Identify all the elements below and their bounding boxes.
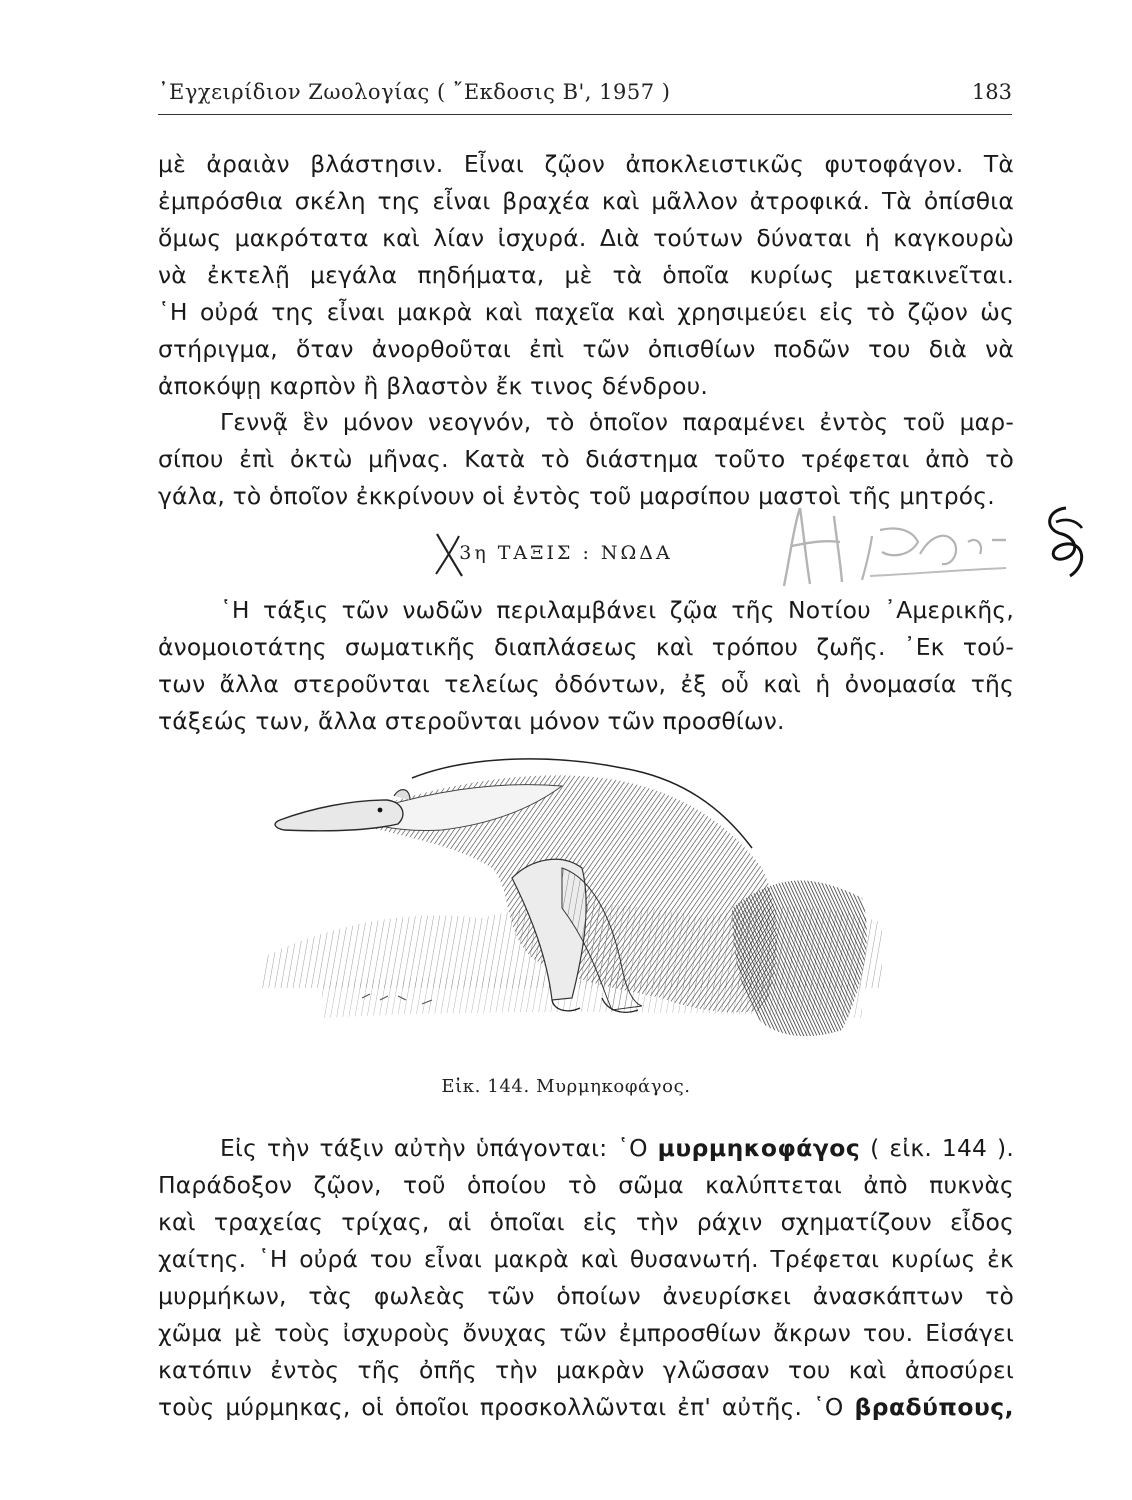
- text-line: ἀνομοιοτάτης σωματικῆς διαπλάσεως καὶ τρόπου ζωῆς. ᾿Εκ τού-: [158, 633, 1014, 661]
- anteater-illustration: [262, 748, 882, 1048]
- text-line: ἐμπρόσθια σκέλη της εἶναι βραχέα καὶ μᾶλλον ἀτροφικά. Τὰ ὀπίσθια: [158, 187, 1014, 215]
- page-number: 183: [971, 80, 1012, 104]
- ink-handwriting-annotation: [1036, 500, 1096, 584]
- text-line: ῾Η οὐρά της εἶναι μακρὰ καὶ παχεῖα καὶ χρησιμεύει εἰς τὸ ζῷον ὡς: [158, 298, 1014, 326]
- text-line: ἀποκόψῃ καρπὸν ἢ βλαστὸν ἔκ τινος δένδρου.: [158, 372, 708, 400]
- text-line: γάλα, τὸ ὁποῖον ἐκκρίνουν οἱ ἐντὸς τοῦ μαρσίπου μαστοὶ τῆς μητρός.: [158, 482, 995, 510]
- text-line: νὰ ἐκτελῇ μεγάλα πηδήματα, μὲ τὰ ὁποῖα κυρίως μετακινεῖται.: [158, 261, 1014, 289]
- text-line: Γεννᾷ ἓν μόνον νεογνόν, τὸ ὁποῖον παραμένει ἐντὸς τοῦ μαρ-: [220, 408, 1014, 436]
- text-line: μυρμήκων, τὰς φωλεὰς τῶν ὁποίων ἀνευρίσκει ἀνασκάπτων τὸ: [158, 1282, 1014, 1310]
- text-line: Εἰς τὴν τάξιν αὐτὴν ὑπάγονται: ῾Ο μυρμηκοφάγος ( εἰκ. 144 ).: [220, 1134, 1015, 1162]
- text-line: ῾Η τάξις τῶν νωδῶν περιλαμβάνει ζῷα τῆς Νοτίου ᾿Αμερικῆς,: [220, 596, 1014, 624]
- figure-caption: Εἰκ. 144. Μυρμηκοφάγος.: [441, 1076, 691, 1097]
- text-line: τάξεώς των, ἄλλα στεροῦνται μόνον τῶν προσθίων.: [158, 707, 785, 735]
- term-anteater: μυρμηκοφάγος: [657, 1134, 861, 1162]
- paragraph-edentata: [158, 592, 1014, 740]
- text-line: Παράδοξον ζῷον, τοῦ ὁποίου τὸ σῶμα καλύπτεται ἀπὸ πυκνὰς: [158, 1171, 1014, 1199]
- text-line: μὲ ἀραιὰν βλάστησιν. Εἶναι ζῷον ἀποκλειστικῶς φυτοφάγον. Τὰ: [158, 150, 1014, 178]
- text-line: χαίτης. ῾Η οὐρά του εἶναι μακρὰ καὶ θυσανωτή. Τρέφεται κυρίως ἐκ: [158, 1245, 1014, 1273]
- text-line: καὶ τραχείας τρίχας, αἱ ὁποῖαι εἰς τὴν ράχιν σχηματίζουν εἶδος: [158, 1208, 1014, 1236]
- text-line: των ἄλλα στεροῦνται τελείως ὀδόντων, ἐξ οὗ καὶ ἡ ὀνομασία τῆς: [158, 670, 1014, 698]
- running-head-title: ᾿Εγχειρίδιον Ζωολογίας ( ῎Εκδοσις Β', 1957 ): [158, 80, 671, 104]
- text-line: χῶμα μὲ τοὺς ἰσχυροὺς ὄνυχας τῶν ἐμπροσθίων ἄκρων του. Εἰσάγει: [158, 1319, 1014, 1347]
- text-line: στήριγμα, ὅταν ἀνορθοῦται ἐπὶ τῶν ὀπισθίων ποδῶν του διὰ νὰ: [158, 335, 1014, 363]
- paragraph-anteater: [158, 1130, 1014, 1426]
- text-line: ὅμως μακρότατα καὶ λίαν ἰσχυρά. Διὰ τούτων δύναται ἡ καγκουρὼ: [158, 224, 1014, 252]
- section-heading: 3η ΤΑΞΙΣ : ΝΩΔΑ: [459, 542, 673, 564]
- running-head: [158, 74, 1012, 115]
- paragraph-kangaroo: [158, 146, 1014, 405]
- text-line: κατόπιν ἐντὸς τῆς ὀπῆς τὴν μακρὰν γλῶσσαν του καὶ ἀποσύρει: [158, 1356, 1014, 1384]
- text-line: σίπου ἐπὶ ὀκτὼ μῆνας. Κατὰ τὸ διάστημα τοῦτο τρέφεται ἀπὸ τὸ: [158, 445, 1014, 473]
- term-sloth: βραδύπους,: [854, 1393, 1014, 1421]
- text-line: τοὺς μύρμηκας, οἱ ὁποῖοι προσκολλῶνται ἐπ' αὐτῆς. ῾Ο βραδύπους,: [158, 1393, 1014, 1421]
- pencil-handwriting-annotation: [770, 496, 1010, 596]
